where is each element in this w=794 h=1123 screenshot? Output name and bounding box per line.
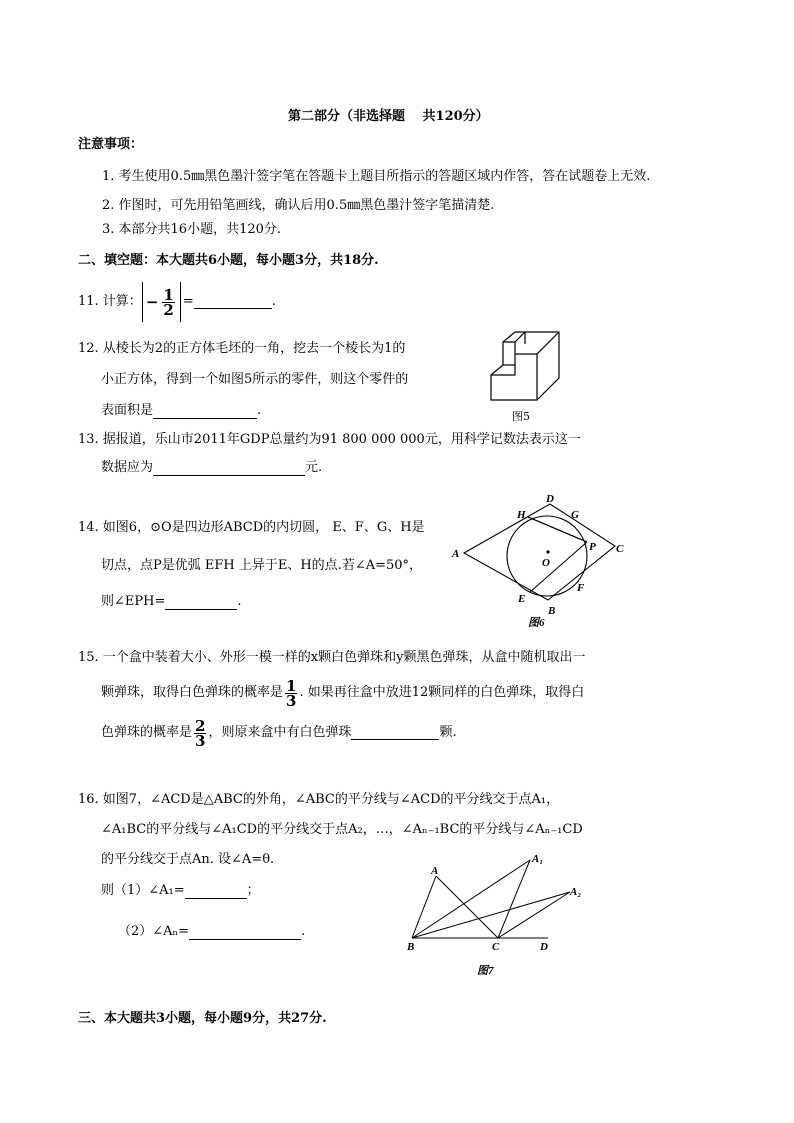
q15-line-2 [101, 676, 584, 710]
q13-line-2-tail: 元. [305, 460, 323, 475]
q12-line-1: 12. 从棱长为2的正方体毛坯的一角，挖去一个棱长为1的 [78, 341, 406, 356]
fig7-label-C: C [492, 941, 500, 953]
q12-line-3-prefix: 表面积是 [101, 403, 154, 418]
q15-line-3 [101, 716, 457, 750]
q15-line-3-mid: ，则原来盒中有白色弹珠 [208, 725, 352, 740]
fig6-label-P: P [589, 541, 596, 553]
q15-line-3-prefix: 色弹珠的概率是 [101, 725, 193, 740]
q16-line-5-prefix: （2）∠Aₙ= [118, 924, 190, 939]
q15-fraction-1 [285, 676, 297, 710]
figure-7-bisectors [400, 850, 590, 980]
q14-line-2: 切点，点P是优弧 EFH 上异于E、H的点.若∠A=50°， [101, 558, 423, 573]
q12-line-2: 小正方体，得到一个如图5所示的零件，则这个零件的 [101, 372, 409, 387]
q11-denominator: 2 [163, 300, 174, 319]
fig6-label-H: H [517, 509, 526, 521]
q15-line-2-tail: . 如果再往盒中放进12颗同样的白色弹珠，取得白 [299, 685, 585, 700]
q14-line-3 [101, 594, 242, 610]
note-item-1: 1. 考生使用0.5㎜黑色墨汁签字笔在答题卡上题目所指示的答题区域内作答，答在试题卷上无效. [102, 169, 651, 184]
q11-absolute-value [142, 282, 181, 322]
q16-answer-blank-1[interactable] [185, 885, 247, 899]
q14-line-1: 14. 如图6，⊙O是四边形ABCD的内切圆， E、F、G、H是 [78, 520, 425, 535]
fig6-label-A: A [452, 548, 460, 560]
q12-line-3-tail: . [257, 403, 262, 418]
q16-line-4 [101, 883, 260, 899]
q11-prefix: 11. 计算： [78, 294, 142, 309]
fig6-label-F: F [577, 582, 585, 594]
fig6-label-C: C [616, 543, 624, 555]
question-11 [78, 282, 276, 322]
q13-line-1: 13. 据报道，乐山市2011年GDP总量约为91 800 000 000元，用科学记数法表示这一 [78, 432, 581, 447]
fig6-label-O: O [542, 557, 550, 569]
q14-line-3-prefix: 则∠EPH= [101, 594, 166, 609]
note-item-3: 3. 本部分共16小题，共120分. [102, 222, 282, 237]
q14-answer-blank[interactable] [165, 596, 237, 610]
fig6-label-G: G [571, 509, 579, 521]
q15-answer-blank[interactable] [351, 726, 439, 740]
q11-numerator: 1 [163, 285, 174, 304]
q16-line-1: 16. 如图7，∠ACD是△ABC的外角，∠ABC的平分线与∠ACD的平分线交于点A₁， [78, 792, 560, 807]
fig6-label-E: E [518, 593, 526, 605]
q16-line-5 [118, 924, 305, 940]
fig6-label-B: B [548, 605, 556, 617]
q12-line-3 [101, 403, 261, 419]
q16-line-3: 的平分线交于点An. 设∠A=θ. [101, 852, 275, 867]
q15-fraction-2-num: 2 [195, 716, 206, 735]
q11-fraction [162, 285, 174, 319]
fig7-label-D: D [540, 941, 548, 953]
q16-line-2: ∠A₁BC的平分线与∠A₁CD的平分线交于点A₂，…，∠Aₙ₋₁BC的平分线与∠Aₙ₋₁CD [101, 822, 583, 837]
figure-5-caption: 图5 [512, 410, 530, 423]
q13-answer-blank[interactable] [153, 462, 305, 476]
q11-tail: . [271, 294, 276, 309]
page-title: 第二部分（非选择题 共120分） [288, 109, 489, 124]
q16-answer-blank-2[interactable] [189, 926, 301, 940]
figure-6-incircle [450, 490, 635, 630]
section-3-title: 三、本大题共3小题，每小题9分，共27分. [78, 1011, 327, 1026]
note-item-2: 2. 作图时，可先用铅笔画线，确认后用0.5㎜黑色墨汁签字笔描清楚. [102, 198, 495, 213]
q11-answer-blank[interactable] [194, 295, 272, 309]
q13-line-2-prefix: 数据应为 [101, 460, 154, 475]
q16-line-5-tail: . [301, 924, 306, 939]
q11-minus: − [145, 293, 159, 311]
q13-line-2 [101, 460, 322, 476]
figure-7-caption: 图7 [477, 965, 494, 977]
q15-line-1: 15. 一个盒中装着大小、外形一模一样的x颗白色弹珠和y颗黑色弹珠，从盒中随机取出一 [78, 650, 586, 665]
fig7-label-B: B [407, 941, 415, 953]
q15-fraction-2 [194, 716, 206, 750]
q12-answer-blank[interactable] [153, 405, 257, 419]
q15-fraction-2-den: 3 [195, 731, 206, 750]
fig7-label-A: A [431, 865, 439, 877]
fig7-label-A2: A₂ [570, 886, 582, 898]
q15-line-3-tail: 颗. [439, 725, 457, 740]
q15-fraction-1-den: 3 [286, 691, 297, 710]
notes-heading: 注意事项： [78, 137, 144, 152]
q16-line-4-prefix: 则（1）∠A₁= [101, 883, 185, 898]
figure-6-caption: 图6 [528, 617, 545, 629]
fig7-label-A1: A₁ [532, 853, 544, 865]
fig6-label-D: D [546, 493, 554, 505]
q14-line-3-tail: . [237, 594, 242, 609]
q16-line-4-tail: ； [246, 883, 260, 898]
q15-line-2-prefix: 颗弹珠，取得白色弹珠的概率是 [101, 685, 284, 700]
q15-fraction-1-num: 1 [286, 676, 297, 695]
q11-equals: = [182, 294, 194, 309]
section-2-title: 二、填空题：本大题共6小题，每小题3分，共18分. [78, 253, 379, 268]
